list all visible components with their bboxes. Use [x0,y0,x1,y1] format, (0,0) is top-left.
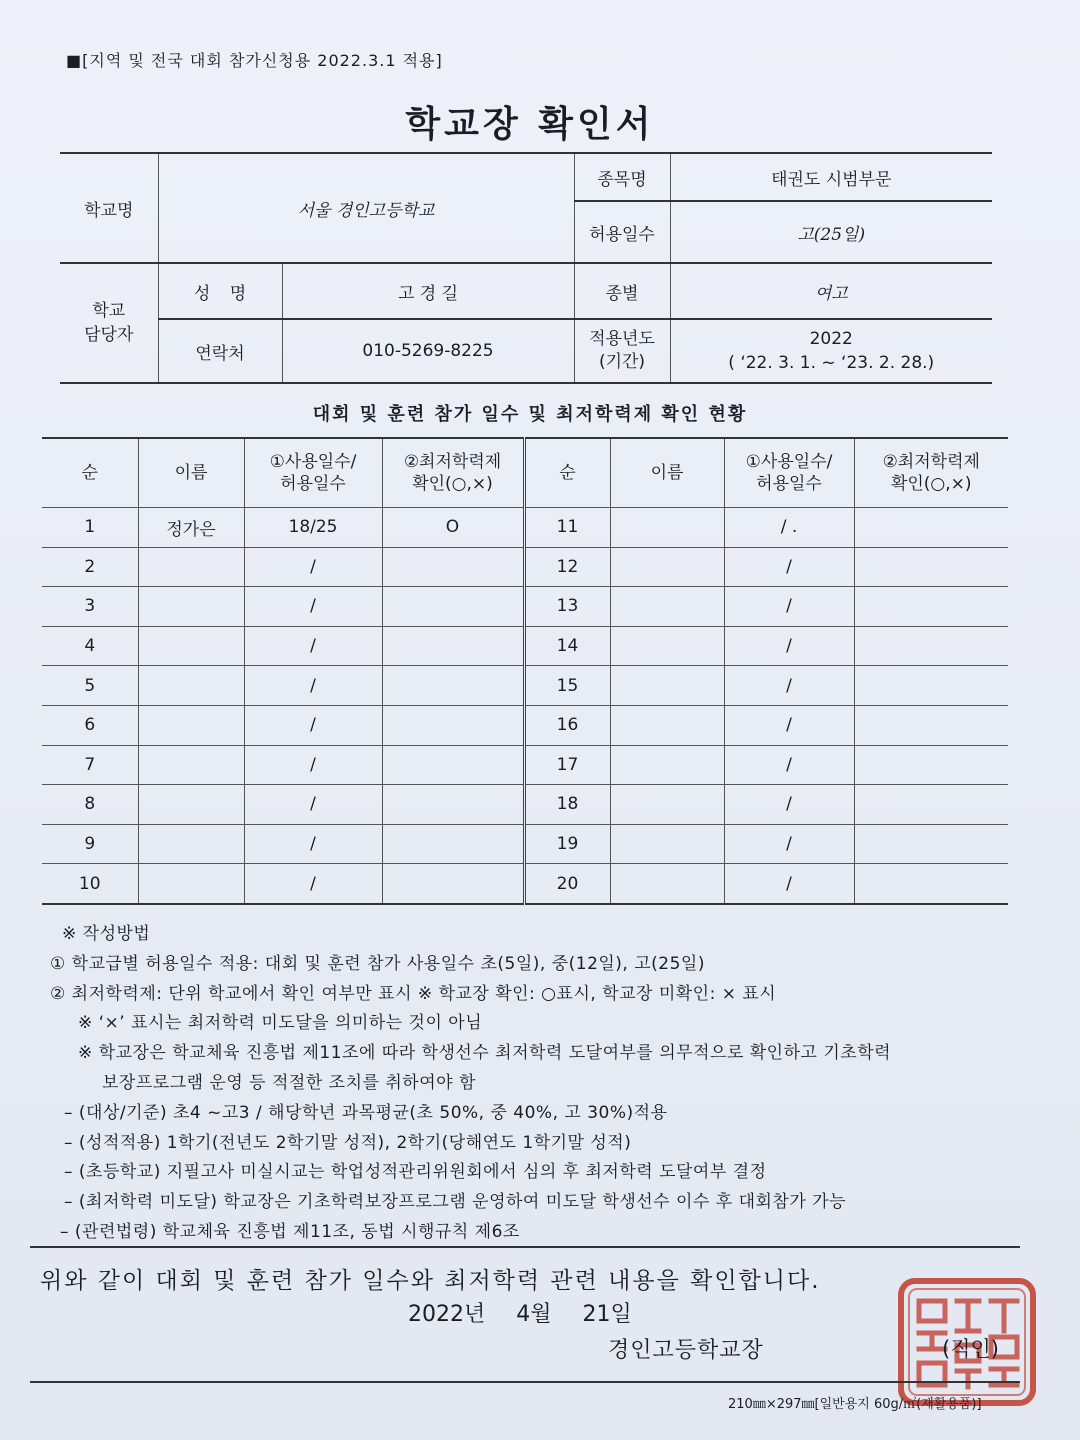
instruction-item: ※ ‘×’ 표시는 최저학력 미도달을 의미하는 것이 아님 [78,1013,483,1034]
row-check [382,587,524,627]
instruction-item: ① 학교급별 허용일수 적용: 대회 및 훈련 참가 사용일수 초(5일), 중(12일), 고(25일) [50,953,705,974]
row-name [138,705,244,745]
row-no: 6 [42,705,138,745]
row-no: 13 [524,587,610,627]
header-no: 순 [42,438,138,508]
row-check [382,705,524,745]
row-days: / [724,705,854,745]
table-row [42,587,1008,627]
row-name [610,785,724,825]
row-check [382,745,524,785]
date-day: 21일 [582,1302,632,1327]
instruction-item: ※ 학교장은 학교체육 진흥법 제11조에 따라 학생선수 최저학력 도달여부를 의무적으로 확인하고 기초학력 [78,1043,892,1064]
row-check [382,626,524,666]
row-check [854,785,1008,825]
row-days: / [244,626,382,666]
row-days: / [244,547,382,587]
principal-title: 경인고등학교장 [608,1338,764,1363]
row-check [854,508,1008,548]
row-check [382,547,524,587]
row-no: 2 [42,547,138,587]
row-days: 18/25 [244,508,382,548]
row-no: 7 [42,745,138,785]
row-days: / [724,864,854,904]
row-days: / [244,666,382,706]
row-days: / [244,587,382,627]
row-name [138,824,244,864]
row-check [382,824,524,864]
row-no: 11 [524,508,610,548]
row-no: 19 [524,824,610,864]
row-name [610,864,724,904]
divider [30,1381,1020,1383]
row-no: 18 [524,785,610,825]
row-check [854,626,1008,666]
header-name: 이름 [610,438,724,508]
row-name [610,547,724,587]
header-no: 순 [524,438,610,508]
row-name [610,666,724,706]
table-row [42,824,1008,864]
table-row [42,745,1008,785]
row-days: / [244,824,382,864]
year-label: 적용년도 (기간) [574,319,670,383]
row-check [854,587,1008,627]
confirmation-statement: 위와 같이 대회 및 훈련 참가 일수와 최저학력 관련 내용을 확인합니다. [40,1268,821,1294]
header-check: ②최저학력제 확인(○,×) [382,438,524,508]
period-value: ( ‘22. 3. 1. ~ ‘23. 2. 28.) [728,353,935,373]
row-no: 16 [524,705,610,745]
allowed-days-value: 고(25일) [670,201,992,263]
paper-spec-note: 210㎜×297㎜[일반용지 60g/㎡(재활용품)] [728,1397,982,1412]
header-days: ①사용일수/ 허용일수 [724,438,854,508]
row-no: 4 [42,626,138,666]
instruction-item: – (최저학력 미도달) 학교장은 기초학력보장프로그램 운영하여 미도달 학생선수 이수 후 대회참가 가능 [64,1192,847,1213]
row-check: O [382,508,524,548]
document-title: 학교장 확인서 [405,104,655,145]
row-name [610,508,724,548]
row-no: 9 [42,824,138,864]
manager-name-value: 고 경 길 [282,263,574,319]
manager-name-label: 성 명 [158,263,282,319]
row-no: 1 [42,508,138,548]
contact-value: 010-5269-8225 [282,319,574,383]
row-name [138,547,244,587]
row-name [610,745,724,785]
row-name [138,587,244,627]
instruction-item: 보장프로그램 운영 등 적절한 조치를 취하여야 함 [102,1072,476,1093]
issue-date [408,1297,632,1328]
school-info-table [60,152,992,384]
table-row [42,785,1008,825]
row-check [854,745,1008,785]
row-check [382,666,524,706]
year-value: 2022 [809,329,853,349]
row-name [610,824,724,864]
table-row [42,705,1008,745]
row-name [610,626,724,666]
row-check [382,785,524,825]
header-name: 이름 [138,438,244,508]
row-name [610,587,724,627]
date-month: 4월 [516,1302,552,1327]
row-name [610,705,724,745]
header-days: ①사용일수/ 허용일수 [244,438,382,508]
row-no: 5 [42,666,138,706]
row-name [138,626,244,666]
table-row [42,547,1008,587]
row-days: / [724,547,854,587]
school-name-value: 서울 경인고등학교 [158,153,574,263]
instruction-item: – (초등학교) 지필고사 미실시교는 학업성적관리위원회에서 심의 후 최저학력 도달여부 결정 [64,1162,767,1183]
row-days: / [244,745,382,785]
event-label: 종목명 [574,153,670,201]
table-row [42,864,1008,904]
instruction-item: – (관련법령) 학교체육 진흥법 제11조, 동법 시행규칙 제6조 [60,1221,520,1242]
row-days: / [724,785,854,825]
row-days: / . [724,508,854,548]
row-check [382,864,524,904]
row-name [138,864,244,904]
row-check [854,705,1008,745]
table-row [42,508,1008,548]
row-days: / [724,745,854,785]
row-days: / [724,666,854,706]
row-name [138,666,244,706]
header-check: ②최저학력제 확인(○,×) [854,438,1008,508]
divider [30,1246,1020,1248]
year-cell [670,319,992,383]
participation-table [42,437,1008,905]
table-row [42,626,1008,666]
form-header-note: ■[지역 및 전국 대회 참가신청용 2022.3.1 적용] [66,51,443,70]
row-days: / [244,705,382,745]
row-no: 17 [524,745,610,785]
row-check [854,824,1008,864]
event-value: 태권도 시범부문 [670,153,992,201]
row-no: 8 [42,785,138,825]
row-check [854,547,1008,587]
row-days: / [244,864,382,904]
date-year: 2022년 [408,1302,486,1327]
row-days: / [724,587,854,627]
instruction-item: – (성적적용) 1학기(전년도 2학기말 성적), 2학기(당해연도 1학기말 성적) [64,1132,632,1153]
school-name-label: 학교명 [60,153,158,263]
contact-label: 연락처 [158,319,282,383]
row-no: 14 [524,626,610,666]
row-no: 15 [524,666,610,706]
instructions-heading: ※ 작성방법 [62,924,151,944]
row-days: / [244,785,382,825]
instruction-item: ② 최저학력제: 단위 학교에서 확인 여부만 표시 ※ 학교장 확인: ○표시, 학교장 미확인: × 표시 [50,983,777,1004]
participation-header-row [42,438,1008,508]
row-name: 정가은 [138,508,244,548]
row-days: / [724,626,854,666]
row-name [138,745,244,785]
row-name [138,785,244,825]
row-no: 20 [524,864,610,904]
allowed-days-label: 허용일수 [574,201,670,263]
row-no: 12 [524,547,610,587]
manager-label: 학교 담당자 [60,263,158,383]
row-check [854,864,1008,904]
category-value: 여고 [670,263,992,319]
instruction-item: – (대상/기준) 초4 ~고3 / 해당학년 과목평균(초 50%, 중 40%, 고 30%)적용 [64,1102,668,1123]
participation-title: 대회 및 훈련 참가 일수 및 최저학력제 확인 현황 [312,404,748,425]
row-no: 10 [42,864,138,904]
table-row [42,666,1008,706]
row-days: / [724,824,854,864]
category-label: 종별 [574,263,670,319]
seal-label: (직인) [942,1337,999,1361]
row-check [854,666,1008,706]
instructions [50,920,1030,1248]
row-no: 3 [42,587,138,627]
